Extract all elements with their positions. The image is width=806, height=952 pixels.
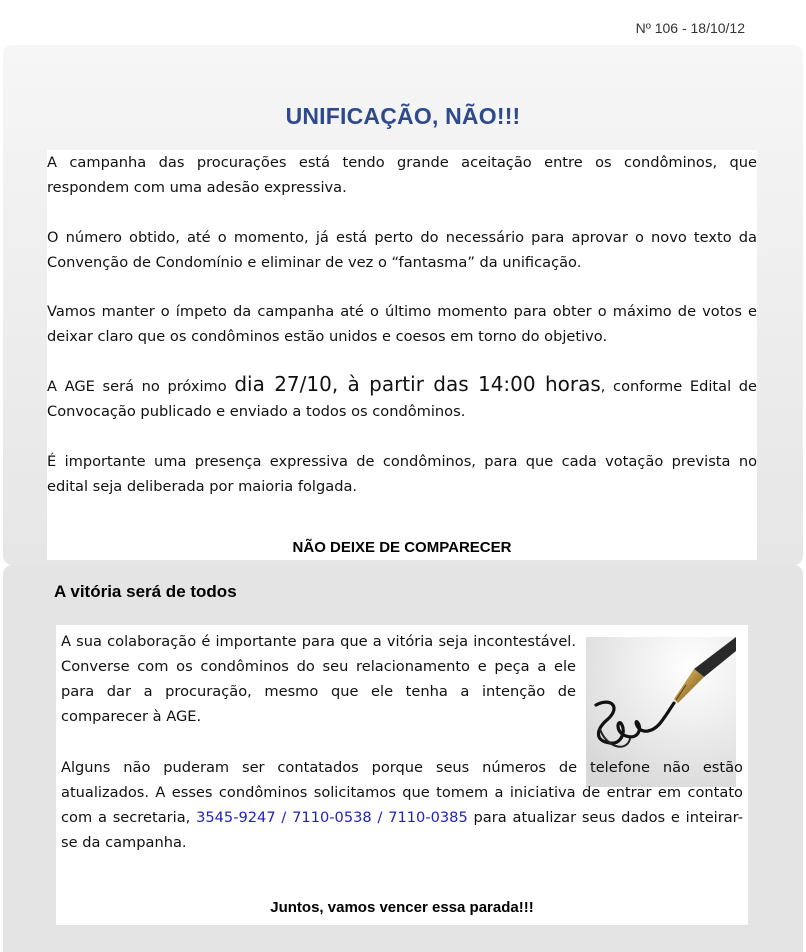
issue-number: Nº 106 - 18/10/12 — [635, 20, 745, 36]
section-heading: A vitória será de todos — [54, 582, 237, 601]
age-text-start: A AGE será no próximo — [47, 378, 235, 395]
secretary-phone-numbers: 3545-9247 / 7110-0538 / 7110-0385 — [196, 809, 468, 826]
paragraph-phones — [61, 755, 743, 855]
phones-text-start: Alguns não puderam ser contatados porque seus números de telefone não estão atualizados. A esses condôminos solicitamos que tomem a iniciativa de entrar em contato com a secretaria, — [61, 759, 743, 826]
paragraph-presence: É importante uma presença expressiva de condôminos, para que cada votação prevista no edital seja deliberada por maioria folgada. — [47, 453, 757, 495]
call-to-action: NÃO DEIXE DE COMPARECER — [292, 539, 512, 556]
paragraph-momentum: Vamos manter o ímpeto da campanha até o último momento para obter o máximo de votos e deixar claro que os condôminos estão unidos e coesos em torno do objetivo. — [47, 303, 757, 345]
age-date-highlight: dia 27/10, à partir das 14:00 horas — [234, 372, 601, 396]
paragraph-collaboration: A sua colaboração é importante para que a vitória seja incontestável. Converse com os condôminos do seu relacionamento e peça a ele para dar a procuração, mesmo que ele tenha a intenção de comparecer à AGE. — [61, 633, 576, 725]
paragraph-campaign: A campanha das procurações está tendo grande aceitação entre os condôminos, que respondem com uma adesão expressiva. — [47, 154, 757, 196]
closing-line: Juntos, vamos vencer essa parada!!! — [270, 899, 534, 916]
paragraph-count: O número obtido, até o momento, já está perto do necessário para aprovar o novo texto da Convenção de Condomínio e eliminar de vez o “fantasma” da unificação. — [47, 229, 757, 271]
phones-text-end: para atualizar seus dados e inteirar-se da campanha. — [61, 809, 744, 851]
page-title: UNIFICAÇÃO, NÃO!!! — [285, 103, 521, 129]
age-text-end: , conforme Edital de Convocação publicado e enviado a todos os condôminos. — [47, 378, 758, 420]
paragraph-age-date — [47, 372, 757, 424]
